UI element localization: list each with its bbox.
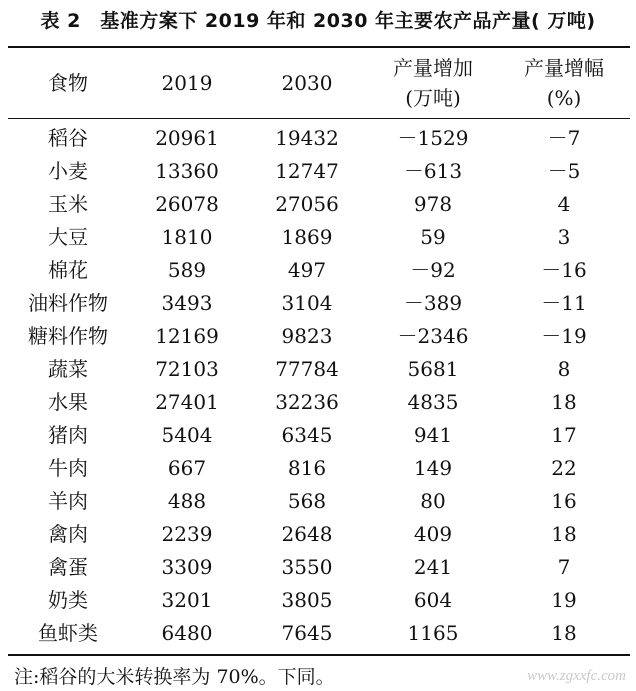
- cell-2030: 7645: [281, 621, 333, 645]
- table-header: [8, 50, 630, 116]
- cell-2019: 589: [167, 258, 207, 282]
- cell-2030: 19432: [275, 126, 339, 150]
- table-row: [8, 584, 630, 617]
- table-row: [8, 518, 630, 551]
- table-row: [8, 254, 630, 287]
- cell-food: 水果: [48, 390, 88, 414]
- cell-2030: 77784: [275, 357, 339, 381]
- table-row: [8, 419, 630, 452]
- cell-growth: 17: [551, 423, 577, 447]
- cell-food: 棉花: [48, 258, 88, 282]
- cell-2019: 27401: [155, 390, 219, 414]
- cell-food: 禽蛋: [48, 555, 88, 579]
- cell-2019: 488: [167, 489, 207, 513]
- cell-increase: 4835: [407, 390, 459, 414]
- cell-growth: 7: [557, 555, 571, 579]
- cell-2030: 497: [287, 258, 327, 282]
- cell-2019: 3309: [161, 555, 213, 579]
- table-row: [8, 353, 630, 386]
- cell-growth: －19: [541, 324, 587, 348]
- cell-food: 禽肉: [48, 522, 88, 546]
- cell-2030: 3104: [281, 291, 333, 315]
- cell-increase: －92: [410, 258, 456, 282]
- cell-2030: 6345: [281, 423, 333, 447]
- cell-2019: 2239: [161, 522, 213, 546]
- cell-increase: 409: [413, 522, 453, 546]
- cell-2019: 72103: [155, 357, 219, 381]
- header-output-growth: 产量增幅 (%): [524, 56, 604, 110]
- table-row: [8, 617, 630, 650]
- cell-food: 牛肉: [48, 456, 88, 480]
- header-food: 食物: [48, 71, 88, 95]
- cell-food: 糖料作物: [28, 324, 108, 348]
- table-title: 表 2 基准方案下 2019 年和 2030 年主要农产品产量( 万吨): [40, 10, 596, 32]
- cell-food: 羊肉: [48, 489, 88, 513]
- cell-2030: 2648: [281, 522, 333, 546]
- table-row: [8, 122, 630, 155]
- top-rule: [8, 46, 630, 48]
- cell-growth: 18: [551, 390, 577, 414]
- cell-growth: －5: [547, 159, 581, 183]
- cell-2019: 13360: [155, 159, 219, 183]
- cell-growth: 19: [551, 588, 577, 612]
- cell-2030: 12747: [275, 159, 339, 183]
- cell-2019: 26078: [155, 192, 219, 216]
- table-row: [8, 188, 630, 221]
- cell-increase: 941: [413, 423, 453, 447]
- table-row: [8, 386, 630, 419]
- cell-growth: 8: [557, 357, 571, 381]
- cell-increase: 59: [420, 225, 446, 249]
- cell-2019: 667: [167, 456, 207, 480]
- cell-food: 鱼虾类: [38, 621, 98, 645]
- cell-food: 蔬菜: [48, 357, 88, 381]
- cell-food: 小麦: [48, 159, 88, 183]
- cell-growth: 22: [551, 456, 577, 480]
- cell-2019: 6480: [161, 621, 213, 645]
- cell-2030: 3550: [281, 555, 333, 579]
- table-row: [8, 155, 630, 188]
- cell-increase: －2346: [397, 324, 469, 348]
- cell-food: 稻谷: [48, 126, 88, 150]
- cell-2030: 816: [287, 456, 327, 480]
- cell-2030: 9823: [281, 324, 333, 348]
- cell-increase: 604: [413, 588, 453, 612]
- cell-growth: 18: [551, 621, 577, 645]
- table-note: 注:稻谷的大米转换率为 70%。下同。: [14, 666, 335, 688]
- cell-food: 油料作物: [28, 291, 108, 315]
- header-output-increase: 产量增加 (万吨): [393, 56, 473, 110]
- header-row: [8, 50, 630, 116]
- header-2019: 2019: [161, 71, 213, 95]
- cell-increase: －1529: [397, 126, 469, 150]
- cell-increase: 5681: [407, 357, 459, 381]
- watermark: www.zgxxfc.com: [527, 668, 626, 684]
- cell-2019: 12169: [155, 324, 219, 348]
- cell-increase: 80: [420, 489, 446, 513]
- cell-2019: 5404: [161, 423, 213, 447]
- table-row: [8, 320, 630, 353]
- cell-2030: 1869: [281, 225, 333, 249]
- cell-growth: 16: [551, 489, 577, 513]
- cell-2019: 1810: [161, 225, 213, 249]
- cell-food: 奶类: [48, 588, 88, 612]
- cell-2030: 568: [287, 489, 327, 513]
- cell-2030: 32236: [275, 390, 339, 414]
- header-2030: 2030: [281, 71, 333, 95]
- cell-food: 猪肉: [48, 423, 88, 447]
- cell-food: 玉米: [48, 192, 88, 216]
- cell-increase: 149: [413, 456, 453, 480]
- cell-increase: 1165: [407, 621, 459, 645]
- table-row: [8, 485, 630, 518]
- cell-growth: －16: [541, 258, 587, 282]
- bottom-rule: [8, 654, 630, 656]
- cell-growth: 3: [557, 225, 571, 249]
- table-row: [8, 551, 630, 584]
- cell-increase: 241: [413, 555, 453, 579]
- table-body: [8, 122, 630, 650]
- cell-2019: 3201: [161, 588, 213, 612]
- cell-2019: 3493: [161, 291, 213, 315]
- cell-food: 大豆: [48, 225, 88, 249]
- table-row: [8, 221, 630, 254]
- cell-2019: 20961: [155, 126, 219, 150]
- cell-growth: －11: [541, 291, 587, 315]
- cell-increase: －389: [403, 291, 463, 315]
- cell-2030: 3805: [281, 588, 333, 612]
- cell-growth: 18: [551, 522, 577, 546]
- cell-growth: －7: [547, 126, 581, 150]
- table-row: [8, 452, 630, 485]
- cell-2030: 27056: [275, 192, 339, 216]
- cell-increase: 978: [413, 192, 453, 216]
- header-rule: [8, 118, 630, 119]
- cell-increase: －613: [403, 159, 463, 183]
- table-row: [8, 287, 630, 320]
- cell-growth: 4: [557, 192, 571, 216]
